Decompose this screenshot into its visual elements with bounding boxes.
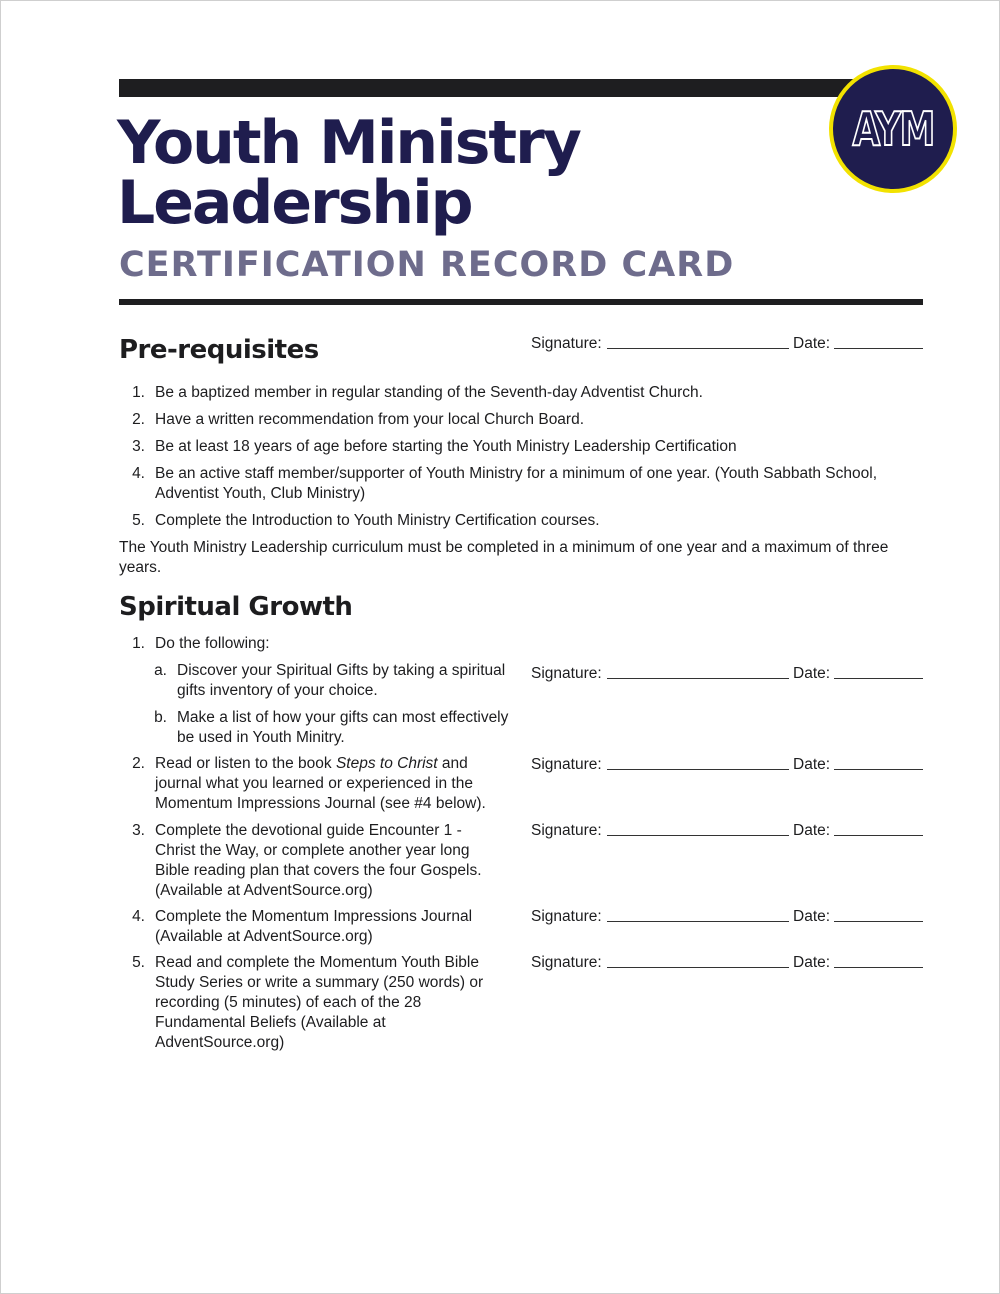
curriculum-note: The Youth Ministry Leadership curriculum must be completed in a minimum of one year and a maximum of three years.: [119, 539, 889, 576]
item-text: Have a written recommendation from your local Church Board.: [155, 411, 585, 428]
date-field[interactable]: [834, 663, 923, 679]
item-number: 3.: [132, 438, 145, 455]
signature-label: Signature:: [531, 335, 602, 352]
item-text: Be a baptized member in regular standing of the Seventh-day Adventist Church.: [155, 384, 703, 401]
page-subtitle: CERTIFICATION RECORD CARD: [119, 245, 735, 285]
item-text-after: and journal what you learned or experienced in the Momentum Impressions Journal (see #4 below).: [155, 755, 486, 812]
date-field[interactable]: [834, 952, 923, 968]
item-text: Discover your Spiritual Gifts by taking a spiritual gifts inventory of your choice.: [177, 662, 506, 699]
signature-field[interactable]: [607, 333, 789, 349]
signature-label: Signature:: [531, 665, 602, 682]
item-text: Read and complete the Momentum Youth Bible Study Series or write a summary (250 words) or recording (5 minutes) of each of the 28 Fundamental Beliefs (Available at AdventSource.org): [155, 954, 484, 1051]
signature-row-devotional-guide: [531, 820, 923, 842]
item-number: 4.: [132, 908, 145, 925]
item-number: 3.: [132, 822, 145, 839]
item-text: Complete the Momentum Impressions Journal (Available at AdventSource.org): [155, 908, 473, 945]
item-number: 5.: [132, 512, 145, 529]
title-line-2: Leadership: [117, 168, 472, 238]
signature-label: Signature:: [531, 756, 602, 773]
date-label: Date:: [793, 756, 831, 773]
aym-logo: [829, 65, 957, 193]
item-letter: b.: [154, 709, 167, 726]
date-label: Date:: [793, 665, 831, 682]
book-title: Steps to Christ: [335, 755, 438, 772]
item-number: 2.: [132, 411, 145, 428]
item-text: Be at least 18 years of age before starting the Youth Ministry Leadership Certification: [155, 438, 737, 455]
item-number: 2.: [132, 755, 145, 772]
signature-label: Signature:: [531, 954, 602, 971]
signature-field[interactable]: [607, 663, 789, 679]
date-field[interactable]: [834, 754, 923, 770]
signature-label: Signature:: [531, 908, 602, 925]
item-text: Do the following:: [155, 635, 270, 652]
section-title-spiritual-growth: Spiritual Growth: [119, 592, 353, 622]
item-letter: a.: [154, 662, 167, 679]
date-label: Date:: [793, 335, 831, 352]
signature-label: Signature:: [531, 822, 602, 839]
item-text: Complete the Introduction to Youth Ministry Certification courses.: [155, 512, 600, 529]
signature-field[interactable]: [607, 906, 789, 922]
date-label: Date:: [793, 822, 831, 839]
date-field[interactable]: [834, 906, 923, 922]
item-text: [155, 754, 501, 814]
item-text: Complete the devotional guide Encounter 1 - Christ the Way, or complete another year long Bible reading plan that covers the four Gospels. (Available at AdventSource.org): [155, 822, 482, 899]
signature-row-impressions-journal: [531, 906, 923, 928]
item-text-before: Read or listen to the book: [155, 755, 336, 772]
signature-row-prerequisites: [531, 333, 923, 355]
date-label: Date:: [793, 954, 831, 971]
item-text: Make a list of how your gifts can most effectively be used in Youth Minitry.: [177, 709, 509, 746]
item-number: 1.: [132, 384, 145, 401]
title-line-1: Youth Ministry: [117, 108, 580, 178]
aym-logo-text: AYM: [852, 102, 934, 156]
signature-field[interactable]: [607, 952, 789, 968]
item-text: Be an active staff member/supporter of Youth Ministry for a minimum of one year. (Youth Sabbath School, Adventist Youth, Club Ministry): [155, 465, 878, 502]
header-divider: [119, 299, 923, 305]
item-number: 4.: [132, 465, 145, 482]
signature-row-bible-study: [531, 952, 923, 974]
item-number: 1.: [132, 635, 145, 652]
signature-field[interactable]: [607, 820, 789, 836]
item-number: 5.: [132, 954, 145, 971]
signature-row-steps-to-christ: [531, 754, 923, 776]
date-field[interactable]: [834, 333, 923, 349]
page-title: [117, 108, 580, 238]
date-label: Date:: [793, 908, 831, 925]
section-title-prerequisites: Pre-requisites: [119, 335, 319, 365]
signature-field[interactable]: [607, 754, 789, 770]
header-bar: [119, 79, 861, 97]
signature-row-spiritual-gifts: [531, 663, 923, 685]
date-field[interactable]: [834, 820, 923, 836]
